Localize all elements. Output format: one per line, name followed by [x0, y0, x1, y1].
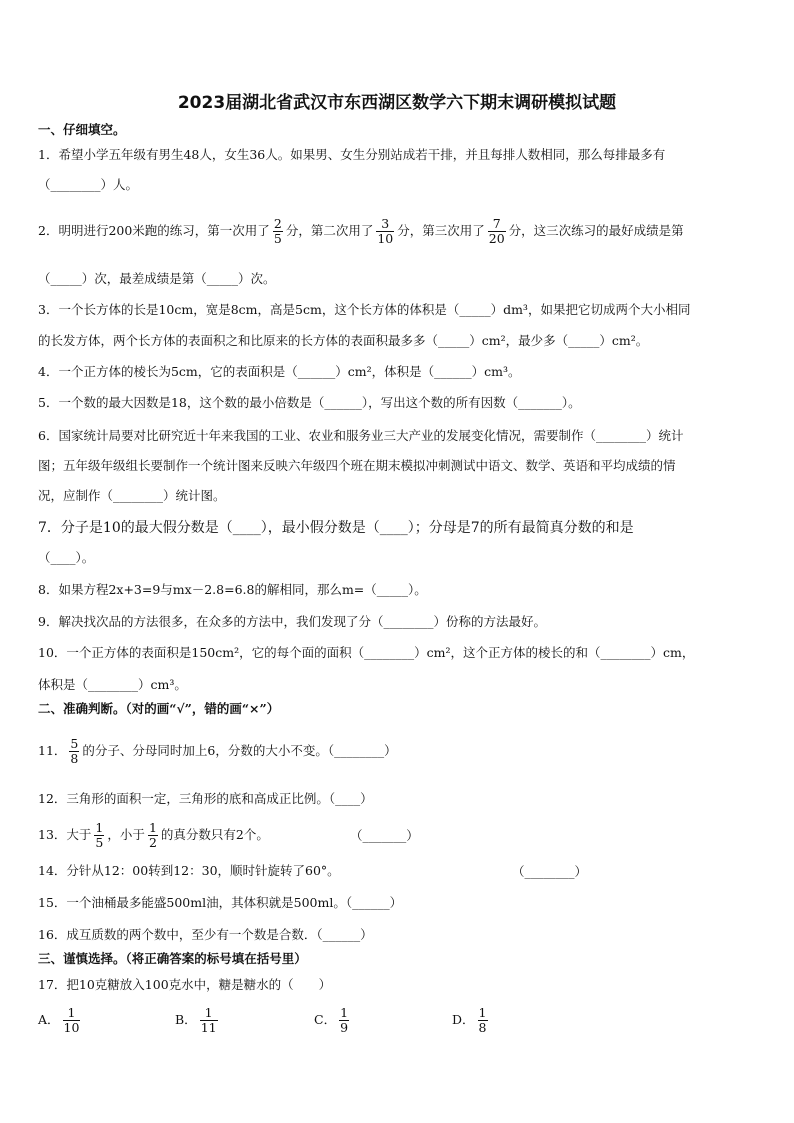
question-13 — [38, 817, 269, 853]
fraction-3-10 — [376, 217, 394, 246]
fraction-denominator: 10 — [63, 1020, 80, 1035]
fraction-numerator: 7 — [492, 216, 501, 231]
option-c — [314, 1006, 352, 1035]
fraction-2-5 — [273, 217, 283, 246]
fraction-denominator: 5 — [273, 231, 282, 246]
question-12: 12．三角形的面积一定，三角形的底和高成正比例。（____） — [38, 791, 373, 806]
question-2-line-1 — [38, 213, 684, 249]
fraction-option-c — [339, 1006, 349, 1035]
fraction-numerator: 3 — [381, 216, 390, 231]
fraction-denominator: 9 — [340, 1020, 349, 1035]
question-10-line-2: 体积是（________）cm³。 — [38, 677, 187, 692]
option-label: B． — [175, 1012, 197, 1027]
question-13-text: 的真分数只有2个。 — [160, 827, 269, 842]
question-number: 11． — [38, 743, 67, 758]
question-1-line-1: 1．希望小学五年级有男生48人，女生36人。如果男、女生分别站成若干排，并且每排人数相同，那么每排最多有 — [38, 147, 666, 162]
fraction-numerator: 2 — [273, 216, 282, 231]
fraction-5-8 — [69, 737, 79, 766]
fraction-denominator: 8 — [478, 1020, 487, 1035]
question-2-text: 2．明明进行200米跑的练习，第一次用了 — [38, 223, 270, 238]
fraction-denominator: 11 — [200, 1020, 217, 1035]
question-13-text: 13．大于 — [38, 827, 92, 842]
question-2-text: 分，这三次练习的最好成绩是第 — [508, 223, 684, 238]
option-label: D． — [452, 1012, 475, 1027]
question-2-text: 分，第三次用了 — [397, 223, 485, 238]
option-label: A． — [38, 1012, 60, 1027]
section-heading-choice: 三、谨慎选择。（将正确答案的标号填在括号里） — [38, 951, 307, 966]
question-8: 8．如果方程2x+3=9与mx－2.8=6.8的解相同，那么m=（_____）。 — [38, 582, 427, 597]
fraction-denominator: 2 — [148, 835, 157, 850]
fraction-1-5 — [94, 821, 104, 850]
question-13-answer-blank: （_______） — [350, 828, 419, 843]
question-7-line-2: （____）。 — [38, 550, 95, 565]
question-6-line-3: 况，应制作（________）统计图。 — [38, 488, 226, 503]
question-5: 5．一个数的最大因数是18，这个数的最小倍数是（______），写出这个数的所有因数（_______）。 — [38, 395, 581, 410]
question-16: 16．成互质数的两个数中，至少有一个数是合数．（______） — [38, 927, 373, 942]
question-9: 9．解决找次品的方法很多，在众多的方法中，我们发现了分（________）份称的方法最好。 — [38, 614, 546, 629]
fraction-numerator: 1 — [95, 820, 104, 835]
question-6-line-1: 6．国家统计局要对比研究近十年来我国的工业、农业和服务业三大产业的发展变化情况，需要制作（________）统计 — [38, 428, 684, 443]
option-d — [452, 1006, 491, 1035]
question-3-line-2: 的长发方体，两个长方体的表面积之和比原来的长方体的表面积最多多（_____）cm²，最少多（_____）cm²。 — [38, 333, 649, 348]
question-15: 15．一个油桶最多能盛500ml油，其体积就是500ml。（______） — [38, 895, 403, 910]
fraction-1-2 — [148, 821, 158, 850]
fraction-denominator: 8 — [70, 751, 79, 766]
question-2-line-2: （_____）次，最差成绩是第（_____）次。 — [38, 271, 276, 286]
question-2-text: 分，第二次用了 — [285, 223, 374, 238]
option-b — [175, 1006, 221, 1035]
fraction-numerator: 1 — [204, 1005, 213, 1020]
question-17: 17．把10克糖放入100克水中，糖是糖水的（ ） — [38, 977, 332, 992]
section-heading-judge: 二、准确判断。（对的画“√”，错的画“×”） — [38, 701, 280, 716]
fraction-7-20 — [488, 217, 506, 246]
page-title: 2023届湖北省武汉市东西湖区数学六下期末调研模拟试题 — [177, 93, 617, 113]
fraction-denominator: 10 — [377, 231, 394, 246]
fraction-option-b — [200, 1006, 218, 1035]
section-heading-fill-blank: 一、仔细填空。 — [38, 122, 126, 137]
fraction-denominator: 20 — [488, 231, 505, 246]
question-11 — [38, 733, 397, 769]
fraction-numerator: 1 — [67, 1005, 76, 1020]
question-4: 4．一个正方体的棱长为5cm，它的表面积是（______）cm²，体积是（______）cm³。 — [38, 364, 521, 379]
question-6-line-2: 图；五年级年级组长要制作一个统计图来反映六年级四个班在期末模拟冲刺测试中语文、数学、英语和平均成绩的情 — [38, 458, 676, 473]
question-7-line-1: 7．分子是10的最大假分数是（____），最小假分数是（____）；分母是7的所有最简真分数的和是 — [38, 520, 634, 536]
question-1-line-2: （________）人。 — [38, 177, 139, 192]
fraction-numerator: 5 — [70, 736, 79, 751]
option-a — [38, 1006, 83, 1035]
fraction-numerator: 1 — [478, 1005, 487, 1020]
question-14-answer-blank: （________） — [512, 864, 588, 879]
question-11-text: 的分子、分母同时加上6，分数的大小不变。（________） — [82, 743, 397, 758]
question-14: 14．分针从12：00转到12：30，顺时针旋转了60°。 — [38, 863, 340, 878]
question-3-line-1: 3．一个长方体的长是10cm，宽是8cm，高是5cm，这个长方体的体积是（_____）dm³，如果把它切成两个大小相同 — [38, 302, 691, 317]
fraction-denominator: 5 — [95, 835, 104, 850]
question-13-text: ，小于 — [107, 827, 145, 842]
fraction-numerator: 1 — [148, 820, 157, 835]
fraction-option-a — [63, 1006, 81, 1035]
question-10-line-1: 10．一个正方体的表面积是150cm²，它的每个面的面积（________）cm²，这个正方体的棱长的和（________）cm， — [38, 645, 695, 660]
fraction-numerator: 1 — [340, 1005, 349, 1020]
fraction-option-d — [478, 1006, 488, 1035]
option-label: C． — [314, 1012, 337, 1027]
